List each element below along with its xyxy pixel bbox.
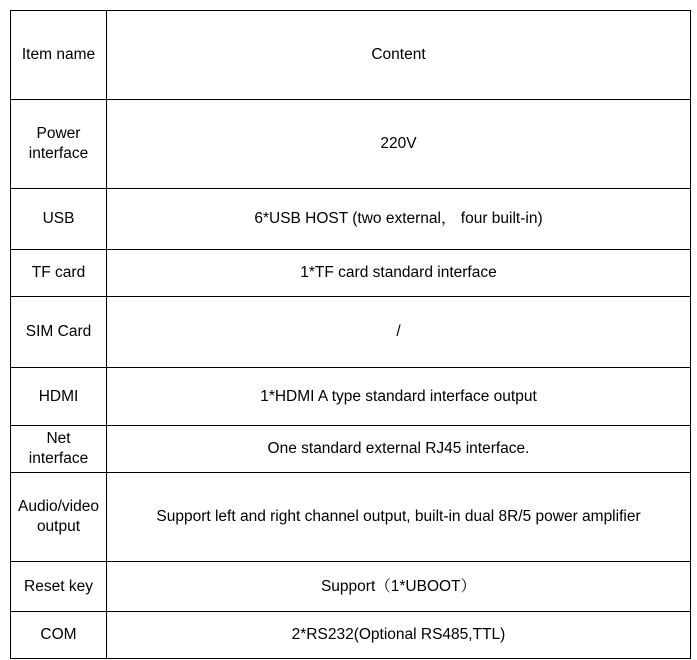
table-row [11, 473, 691, 562]
row-content: 220V [107, 100, 691, 189]
row-item-name: Audio/video output [11, 473, 107, 562]
table-row [11, 250, 691, 297]
row-content: / [107, 297, 691, 368]
row-item-name: Reset key [11, 562, 107, 612]
row-content: Support（1*UBOOT） [107, 562, 691, 612]
spec-table [10, 10, 691, 659]
row-item-name: HDMI [11, 368, 107, 426]
table-row [11, 189, 691, 250]
table-row [11, 297, 691, 368]
row-content: 1*HDMI A type standard interface output [107, 368, 691, 426]
row-content: Support left and right channel output, built-in dual 8R/5 power amplifier [107, 473, 691, 562]
row-content: 2*RS232(Optional RS485,TTL) [107, 612, 691, 659]
row-content: 6*USB HOST (two external， four built-in) [107, 189, 691, 250]
table-row [11, 612, 691, 659]
header-content: Content [107, 11, 691, 100]
row-item-name: Power interface [11, 100, 107, 189]
table-row [11, 426, 691, 473]
table-row [11, 562, 691, 612]
table-header-row [11, 11, 691, 100]
row-item-name: TF card [11, 250, 107, 297]
row-item-name: COM [11, 612, 107, 659]
row-content: 1*TF card standard interface [107, 250, 691, 297]
table-row [11, 368, 691, 426]
row-item-name: SIM Card [11, 297, 107, 368]
row-item-name: USB [11, 189, 107, 250]
row-content: One standard external RJ45 interface. [107, 426, 691, 473]
table-row [11, 100, 691, 189]
header-item-name: Item name [11, 11, 107, 100]
row-item-name: Net interface [11, 426, 107, 473]
